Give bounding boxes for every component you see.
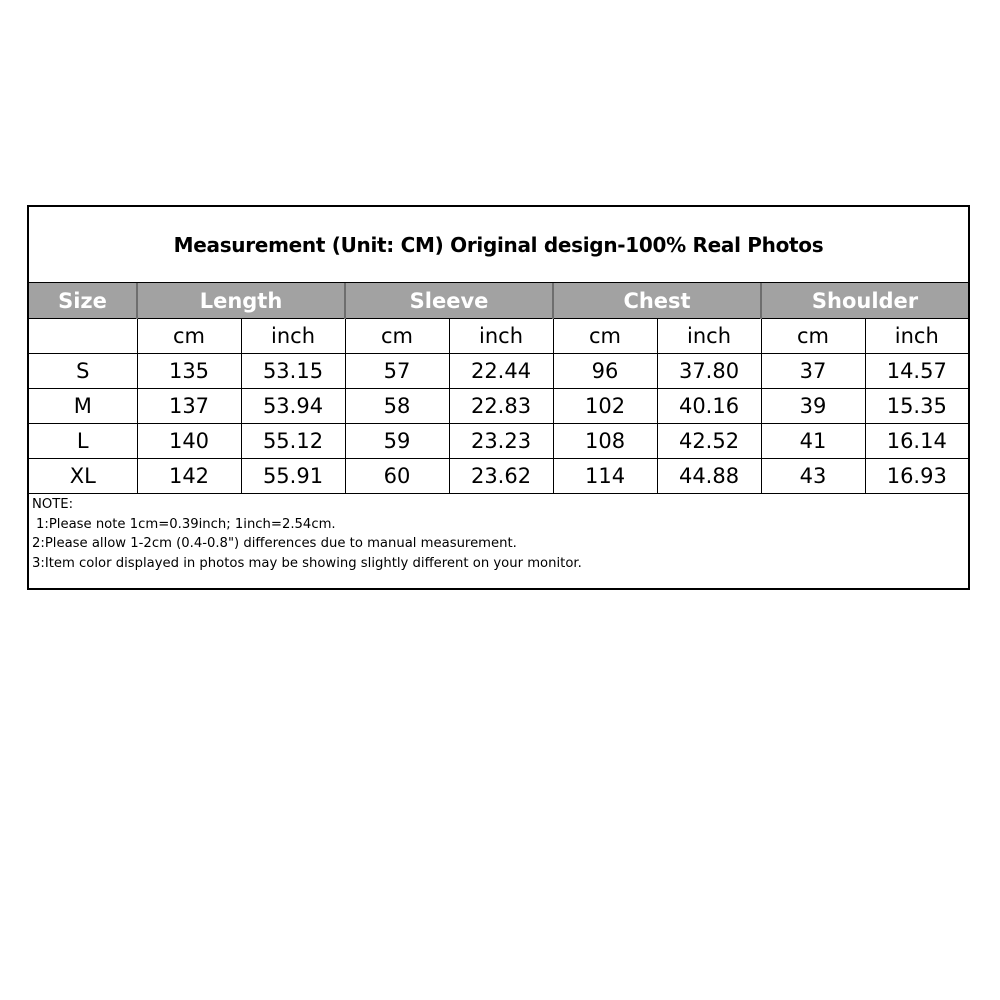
value-cell: 57 [345,354,449,389]
value-cell: 53.94 [241,389,345,424]
value-cell: 59 [345,424,449,459]
value-cell: 140 [137,424,241,459]
value-cell: 142 [137,459,241,494]
unit-cell: inch [657,319,761,354]
unit-cell: inch [449,319,553,354]
table-header-row [29,283,968,319]
notes-section [29,495,968,573]
notes-heading: NOTE: [32,497,74,512]
value-cell: 58 [345,389,449,424]
value-cell: 14.57 [865,354,968,389]
unit-row [29,319,968,354]
value-cell: 137 [137,389,241,424]
note-line: 2:Please allow 1-2cm (0.4-0.8") differences due to manual measurement. [32,536,517,551]
value-cell: 23.23 [449,424,553,459]
size-table [29,283,968,494]
value-cell: 55.91 [241,459,345,494]
value-cell: 108 [553,424,657,459]
shoulder-header: Shoulder [761,283,968,319]
value-cell: 40.16 [657,389,761,424]
value-cell: 22.44 [449,354,553,389]
chart-title: Measurement (Unit: CM) Original design-100% Real Photos [29,207,968,283]
unit-cell: cm [345,319,449,354]
unit-cell: cm [761,319,865,354]
note-line: 3:Item color displayed in photos may be showing slightly different on your monitor. [32,555,582,571]
value-cell: 44.88 [657,459,761,494]
unit-cell: inch [241,319,345,354]
value-cell: 60 [345,459,449,494]
size-cell: S [29,354,137,389]
value-cell: 39 [761,389,865,424]
table-row [29,354,968,389]
value-cell: 55.12 [241,424,345,459]
size-cell: M [29,389,137,424]
value-cell: 42.52 [657,424,761,459]
value-cell: 22.83 [449,389,553,424]
size-chart [27,205,970,590]
size-header: Size [29,283,137,319]
sleeve-header: Sleeve [345,283,553,319]
size-cell: L [29,424,137,459]
unit-cell: cm [137,319,241,354]
chest-header: Chest [553,283,761,319]
table-row [29,389,968,424]
table-row [29,424,968,459]
length-header: Length [137,283,345,319]
note-line: 1:Please note 1cm=0.39inch; 1inch=2.54cm. [36,516,336,532]
value-cell: 102 [553,389,657,424]
value-cell: 37.80 [657,354,761,389]
value-cell: 15.35 [865,389,968,424]
value-cell: 23.62 [449,459,553,494]
value-cell: 114 [553,459,657,494]
table-row [29,459,968,494]
size-cell: XL [29,459,137,494]
value-cell: 41 [761,424,865,459]
value-cell: 43 [761,459,865,494]
value-cell: 96 [553,354,657,389]
value-cell: 53.15 [241,354,345,389]
value-cell: 37 [761,354,865,389]
unit-cell: cm [553,319,657,354]
value-cell: 16.93 [865,459,968,494]
value-cell: 135 [137,354,241,389]
unit-cell-blank [29,319,137,354]
value-cell: 16.14 [865,424,968,459]
unit-cell: inch [865,319,968,354]
